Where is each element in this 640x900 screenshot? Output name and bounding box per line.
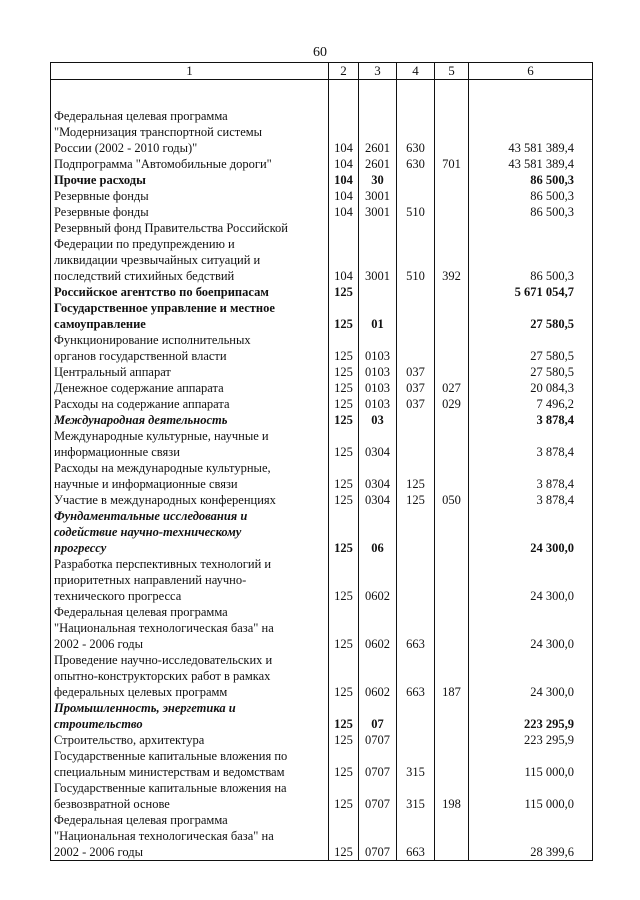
- code-target: [397, 428, 435, 460]
- row-name: [51, 812, 329, 861]
- table-row: [51, 748, 593, 780]
- row-name-line: Строительство, архитектура: [54, 733, 205, 747]
- row-name: [51, 108, 329, 156]
- code-section: 125: [329, 412, 359, 428]
- row-name-line: "Модернизация транспортной системы: [54, 125, 263, 139]
- table-row: [51, 508, 593, 556]
- row-name: [51, 332, 329, 364]
- row-name-line: Российское агентство по боеприпасам: [54, 285, 269, 299]
- row-name-line: Проведение научно-исследовательских и: [54, 653, 273, 667]
- code-section: 125: [329, 428, 359, 460]
- code-section: 125: [329, 700, 359, 732]
- table-row: [51, 700, 593, 732]
- code-subsection: 0103: [359, 364, 397, 380]
- code-subsection: 0304: [359, 428, 397, 460]
- code-target: [397, 188, 435, 204]
- amount: 24 300,0: [469, 604, 593, 652]
- header-cell-1: 1: [51, 63, 329, 80]
- code-type: [435, 732, 469, 748]
- row-name-line: 2002 - 2006 годы: [54, 637, 144, 651]
- table-row: [51, 220, 593, 284]
- code-section: 125: [329, 508, 359, 556]
- code-target: [397, 412, 435, 428]
- code-section: 125: [329, 284, 359, 300]
- header-cell-4: 4: [397, 63, 435, 80]
- row-name: [51, 412, 329, 428]
- row-name: [51, 396, 329, 412]
- row-name-line: специальным министерствам и ведомствам: [54, 765, 285, 779]
- table-row: [51, 156, 593, 172]
- code-type: 701: [435, 156, 469, 172]
- header-cell-6: 6: [469, 63, 593, 80]
- amount: 5 671 054,7: [469, 284, 593, 300]
- row-name-line: Фундаментальные исследования и: [54, 509, 248, 523]
- code-subsection: [359, 284, 397, 300]
- code-target: 663: [397, 652, 435, 700]
- row-name: [51, 780, 329, 812]
- row-name: [51, 428, 329, 460]
- row-name-line: Резервные фонды: [54, 205, 149, 219]
- code-subsection: 3001: [359, 204, 397, 220]
- code-section: 125: [329, 604, 359, 652]
- row-name: [51, 652, 329, 700]
- table-row: [51, 428, 593, 460]
- row-name: [51, 172, 329, 188]
- row-name-line: Участие в международных конференциях: [54, 493, 276, 507]
- table-row: [51, 172, 593, 188]
- row-name-line: Резервный фонд Правительства Российской: [54, 221, 288, 235]
- code-section: 125: [329, 652, 359, 700]
- code-type: [435, 300, 469, 332]
- code-type: 198: [435, 780, 469, 812]
- row-name-line: России (2002 - 2010 годы)": [54, 141, 198, 155]
- row-name-line: 2002 - 2006 годы: [54, 845, 144, 859]
- code-section: 125: [329, 492, 359, 508]
- amount: 86 500,3: [469, 172, 593, 188]
- code-section: 104: [329, 204, 359, 220]
- code-type: 187: [435, 652, 469, 700]
- row-name-line: информационные связи: [54, 445, 180, 459]
- code-section: 104: [329, 156, 359, 172]
- code-subsection: 0707: [359, 732, 397, 748]
- code-target: [397, 508, 435, 556]
- amount: 28 399,6: [469, 812, 593, 861]
- code-section: 125: [329, 460, 359, 492]
- row-name: [51, 188, 329, 204]
- row-name-line: научные и информационные связи: [54, 477, 238, 491]
- amount: 3 878,4: [469, 428, 593, 460]
- header-cell-2: 2: [329, 63, 359, 80]
- code-target: [397, 172, 435, 188]
- code-target: 510: [397, 220, 435, 284]
- amount: 115 000,0: [469, 748, 593, 780]
- row-name-line: Международные культурные, научные и: [54, 429, 269, 443]
- row-name-line: Государственные капитальные вложения по: [54, 749, 288, 763]
- amount: 27 580,5: [469, 332, 593, 364]
- amount: 24 300,0: [469, 508, 593, 556]
- row-name-line: Подпрограмма "Автомобильные дороги": [54, 157, 272, 171]
- code-subsection: 0103: [359, 332, 397, 364]
- row-name-line: прогрессу: [54, 541, 107, 555]
- table-row: [51, 188, 593, 204]
- code-section: 104: [329, 220, 359, 284]
- code-type: 392: [435, 220, 469, 284]
- amount: 24 300,0: [469, 556, 593, 604]
- row-name-line: Денежное содержание аппарата: [54, 381, 224, 395]
- code-section: 125: [329, 748, 359, 780]
- row-name-line: Прочие расходы: [54, 173, 146, 187]
- amount: 223 295,9: [469, 732, 593, 748]
- table-row: [51, 284, 593, 300]
- row-name-line: Резервные фонды: [54, 189, 149, 203]
- code-target: 037: [397, 396, 435, 412]
- row-name-line: Функционирование исполнительных: [54, 333, 251, 347]
- code-target: [397, 556, 435, 604]
- code-section: 104: [329, 108, 359, 156]
- code-type: [435, 604, 469, 652]
- code-target: 037: [397, 380, 435, 396]
- table-row: [51, 380, 593, 396]
- code-type: [435, 332, 469, 364]
- page-number: 60: [313, 45, 327, 60]
- row-name: [51, 284, 329, 300]
- code-section: 125: [329, 780, 359, 812]
- code-section: 125: [329, 364, 359, 380]
- code-subsection: 0707: [359, 812, 397, 861]
- table-row: [51, 556, 593, 604]
- code-target: 125: [397, 492, 435, 508]
- row-name-line: безвозвратной основе: [54, 797, 170, 811]
- code-target: [397, 332, 435, 364]
- amount: 86 500,3: [469, 220, 593, 284]
- code-type: [435, 188, 469, 204]
- code-type: [435, 460, 469, 492]
- code-subsection: 0304: [359, 460, 397, 492]
- table-row: [51, 108, 593, 156]
- row-name-line: Государственные капитальные вложения на: [54, 781, 287, 795]
- row-name-line: "Национальная технологическая база" на: [54, 829, 274, 843]
- table-row: [51, 780, 593, 812]
- row-name-line: Федеральная целевая программа: [54, 109, 228, 123]
- row-name-line: Международная деятельность: [54, 413, 228, 427]
- amount: 3 878,4: [469, 492, 593, 508]
- code-section: 125: [329, 332, 359, 364]
- code-section: 104: [329, 188, 359, 204]
- code-section: 104: [329, 172, 359, 188]
- row-name: [51, 732, 329, 748]
- row-name: [51, 508, 329, 556]
- header-row: [51, 63, 593, 80]
- code-type: [435, 428, 469, 460]
- code-type: [435, 412, 469, 428]
- code-subsection: 06: [359, 508, 397, 556]
- row-name: [51, 700, 329, 732]
- budget-table: [50, 62, 593, 861]
- row-name-line: органов государственной власти: [54, 349, 227, 363]
- row-name: [51, 364, 329, 380]
- header-cell-5: 5: [435, 63, 469, 80]
- row-name-line: Федеральная целевая программа: [54, 813, 228, 827]
- table-row: [51, 460, 593, 492]
- row-name-line: содействие научно-техническому: [54, 525, 242, 539]
- code-target: 630: [397, 156, 435, 172]
- row-name-line: строительство: [54, 717, 143, 731]
- code-target: 315: [397, 780, 435, 812]
- row-name-line: самоуправление: [54, 317, 146, 331]
- code-target: 315: [397, 748, 435, 780]
- code-subsection: 2601: [359, 156, 397, 172]
- amount: 86 500,3: [469, 204, 593, 220]
- row-name: [51, 556, 329, 604]
- code-subsection: 07: [359, 700, 397, 732]
- row-name-line: последствий стихийных бедствий: [54, 269, 235, 283]
- code-type: [435, 700, 469, 732]
- table-row: [51, 300, 593, 332]
- row-name: [51, 748, 329, 780]
- amount: 115 000,0: [469, 780, 593, 812]
- code-type: [435, 556, 469, 604]
- table-row: [51, 652, 593, 700]
- row-name: [51, 604, 329, 652]
- code-subsection: 01: [359, 300, 397, 332]
- code-type: [435, 284, 469, 300]
- code-section: 125: [329, 812, 359, 861]
- code-type: 029: [435, 396, 469, 412]
- code-subsection: 0602: [359, 652, 397, 700]
- code-subsection: 2601: [359, 108, 397, 156]
- code-target: 037: [397, 364, 435, 380]
- amount: 43 581 389,4: [469, 108, 593, 156]
- table-row: [51, 364, 593, 380]
- code-subsection: 0707: [359, 780, 397, 812]
- code-target: 663: [397, 604, 435, 652]
- code-section: 125: [329, 300, 359, 332]
- code-section: 125: [329, 556, 359, 604]
- code-section: 125: [329, 732, 359, 748]
- code-target: [397, 300, 435, 332]
- row-name-line: Государственное управление и местное: [54, 301, 275, 315]
- row-name-line: Федерации по предупреждению и: [54, 237, 235, 251]
- row-name: [51, 204, 329, 220]
- amount: 43 581 389,4: [469, 156, 593, 172]
- row-name-line: федеральных целевых программ: [54, 685, 228, 699]
- code-type: 050: [435, 492, 469, 508]
- amount: 7 496,2: [469, 396, 593, 412]
- amount: 27 580,5: [469, 364, 593, 380]
- table-row: [51, 396, 593, 412]
- row-name: [51, 156, 329, 172]
- amount: 223 295,9: [469, 700, 593, 732]
- code-subsection: 0602: [359, 604, 397, 652]
- amount: 86 500,3: [469, 188, 593, 204]
- code-section: 125: [329, 396, 359, 412]
- row-name: [51, 460, 329, 492]
- code-type: [435, 508, 469, 556]
- amount: 20 084,3: [469, 380, 593, 396]
- code-target: 630: [397, 108, 435, 156]
- table-row: [51, 812, 593, 861]
- code-target: [397, 284, 435, 300]
- code-type: [435, 748, 469, 780]
- row-name-line: Расходы на международные культурные,: [54, 461, 271, 475]
- row-name-line: Расходы на содержание аппарата: [54, 397, 230, 411]
- row-name-line: опытно-конструкторских работ в рамках: [54, 669, 271, 683]
- code-target: 663: [397, 812, 435, 861]
- code-subsection: 3001: [359, 188, 397, 204]
- amount: 27 580,5: [469, 300, 593, 332]
- code-target: 125: [397, 460, 435, 492]
- code-subsection: 0103: [359, 380, 397, 396]
- code-subsection: 0103: [359, 396, 397, 412]
- code-type: [435, 172, 469, 188]
- code-target: [397, 700, 435, 732]
- row-name: [51, 380, 329, 396]
- table-row: [51, 412, 593, 428]
- row-name: [51, 492, 329, 508]
- table-row: [51, 732, 593, 748]
- row-name: [51, 220, 329, 284]
- row-name-line: приоритетных направлений научно-: [54, 573, 247, 587]
- header-cell-3: 3: [359, 63, 397, 80]
- row-name: [51, 300, 329, 332]
- code-type: 027: [435, 380, 469, 396]
- amount: 3 878,4: [469, 412, 593, 428]
- code-subsection: 0707: [359, 748, 397, 780]
- spacer-row: [51, 80, 593, 109]
- code-type: [435, 204, 469, 220]
- code-subsection: 0304: [359, 492, 397, 508]
- code-subsection: 03: [359, 412, 397, 428]
- code-target: 510: [397, 204, 435, 220]
- code-type: [435, 812, 469, 861]
- row-name-line: ликвидации чрезвычайных ситуаций и: [54, 253, 261, 267]
- code-subsection: 30: [359, 172, 397, 188]
- amount: 3 878,4: [469, 460, 593, 492]
- row-name-line: Федеральная целевая программа: [54, 605, 228, 619]
- table-row: [51, 204, 593, 220]
- row-name-line: технического прогресса: [54, 589, 182, 603]
- row-name-line: Центральный аппарат: [54, 365, 171, 379]
- code-subsection: 0602: [359, 556, 397, 604]
- row-name-line: Промышленность, энергетика и: [54, 701, 236, 715]
- table-row: [51, 332, 593, 364]
- amount: 24 300,0: [469, 652, 593, 700]
- table-row: [51, 604, 593, 652]
- code-section: 125: [329, 380, 359, 396]
- row-name-line: Разработка перспективных технологий и: [54, 557, 272, 571]
- code-type: [435, 364, 469, 380]
- code-target: [397, 732, 435, 748]
- code-subsection: 3001: [359, 220, 397, 284]
- row-name-line: "Национальная технологическая база" на: [54, 621, 274, 635]
- table-row: [51, 492, 593, 508]
- code-type: [435, 108, 469, 156]
